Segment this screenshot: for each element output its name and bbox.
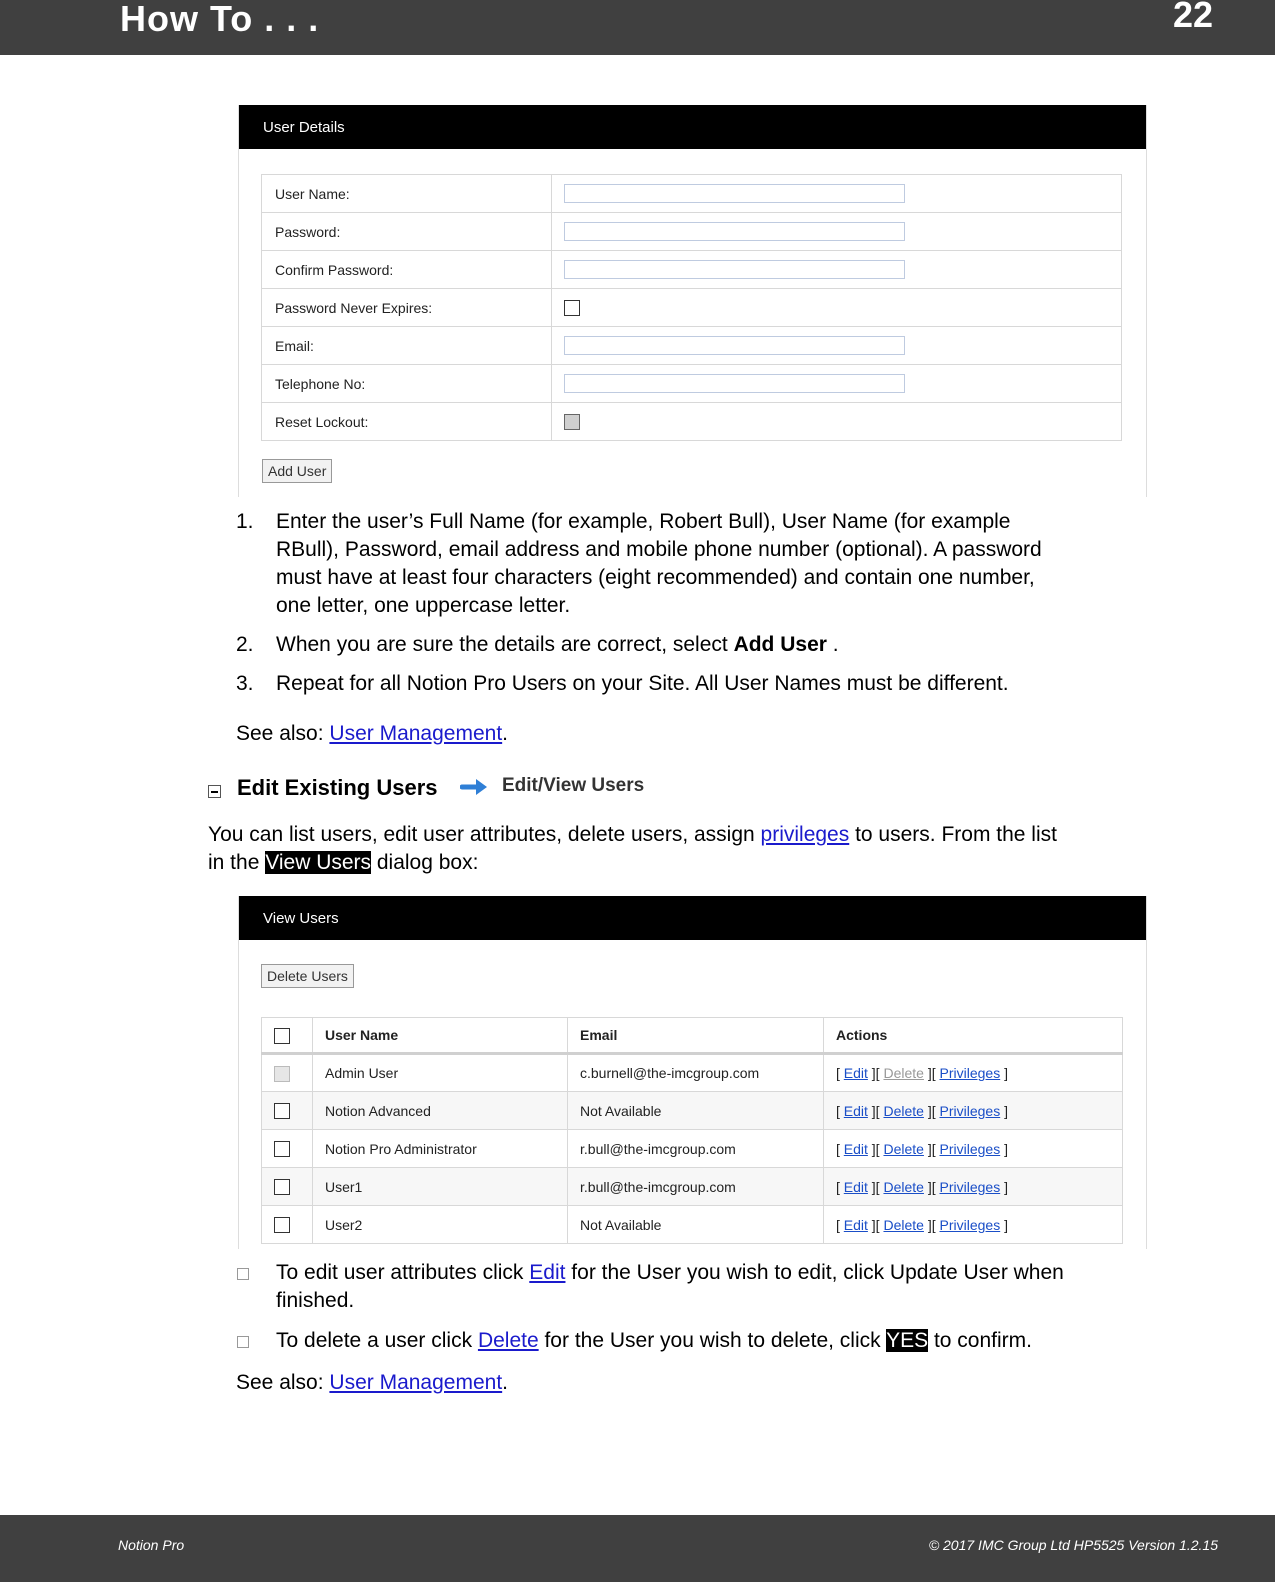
actions-cell: [ Edit ][ Delete ][ Privileges ] (824, 1092, 1123, 1130)
password-never-expires-checkbox[interactable] (564, 300, 580, 316)
row-checkbox[interactable] (274, 1141, 290, 1157)
field-label: Email: (262, 327, 552, 365)
step-text: . (826, 633, 839, 656)
step-text: When you are sure the details are correct, select (276, 633, 734, 656)
edit-doc-link[interactable]: Edit (529, 1261, 566, 1284)
email-cell: r.bull@the-imcgroup.com (568, 1168, 824, 1206)
actions-cell: [ Edit ][ Delete ][ Privileges ] (824, 1130, 1123, 1168)
view-users-highlight: View Users (265, 851, 372, 874)
intro-text: You can list users, edit user attributes, delete users, assign (208, 823, 761, 846)
delete-link[interactable]: Delete (883, 1216, 924, 1233)
bullet-icon (237, 1268, 249, 1280)
delete-link-disabled: Delete (883, 1065, 924, 1081)
email-cell: Not Available (568, 1092, 824, 1130)
table-row (262, 1054, 1123, 1092)
bullet-text: for the User you wish to delete, click (538, 1329, 887, 1352)
user-details-form (261, 174, 1122, 441)
step-line: one letter, one uppercase letter. (276, 594, 571, 617)
user-name-input[interactable] (564, 184, 905, 203)
delete-link[interactable]: Delete (883, 1178, 924, 1195)
table-row (262, 1130, 1123, 1168)
bullet-text: finished. (276, 1289, 355, 1312)
privileges-link[interactable]: Privileges (939, 1178, 1001, 1195)
view-users-dialog (238, 896, 1147, 1249)
privileges-link[interactable]: Privileges (939, 1216, 1001, 1233)
telephone-input[interactable] (564, 374, 905, 393)
edit-link[interactable]: Edit (843, 1102, 868, 1119)
step-number: 2. (236, 633, 254, 656)
user-name-cell: Notion Pro Administrator (313, 1130, 568, 1168)
field-label: User Name: (262, 175, 552, 213)
user-name-cell: User1 (313, 1168, 568, 1206)
column-header: Email (568, 1018, 824, 1054)
dialog-title: View Users (239, 896, 1146, 940)
step-line: Enter the user’s Full Name (for example, Robert Bull), User Name (for example (276, 510, 1011, 533)
edit-link[interactable]: Edit (843, 1140, 868, 1157)
section-title: Edit Existing Users (237, 775, 438, 800)
form-row (262, 175, 1122, 213)
row-checkbox (274, 1066, 290, 1082)
row-checkbox[interactable] (274, 1217, 290, 1233)
see-also-label: See also: (236, 722, 330, 745)
delete-link[interactable]: Delete (883, 1102, 924, 1119)
add-user-button[interactable]: Add User (262, 459, 332, 483)
add-user-term: Add User (733, 633, 827, 656)
field-label: Password: (262, 213, 552, 251)
punctuation: . (502, 1371, 508, 1394)
delete-doc-link[interactable]: Delete (477, 1329, 539, 1352)
privileges-link[interactable]: Privileges (939, 1140, 1001, 1157)
form-row (262, 289, 1122, 327)
reset-lockout-checkbox[interactable] (564, 414, 580, 430)
section-intro (208, 821, 1057, 877)
confirm-password-input[interactable] (564, 260, 905, 279)
actions-cell: [ Edit ][ Delete ][ Privileges ] (824, 1168, 1123, 1206)
step-number: 1. (236, 510, 254, 533)
table-row (262, 1092, 1123, 1130)
see-also (236, 1369, 508, 1397)
bullet-text: to confirm. (928, 1329, 1032, 1352)
arrow-right-icon (460, 776, 490, 798)
row-checkbox[interactable] (274, 1179, 290, 1195)
edit-link[interactable]: Edit (843, 1216, 868, 1233)
form-row (262, 327, 1122, 365)
bullet-text: for the User you wish to edit, click Update User when (565, 1261, 1064, 1284)
privileges-link[interactable]: Privileges (939, 1102, 1001, 1119)
users-table (261, 1017, 1123, 1244)
actions-cell: [ Edit ][ Delete ][ Privileges ] (824, 1054, 1123, 1092)
bullet-delete-text (276, 1327, 1032, 1355)
actions-cell: [ Edit ][ Delete ][ Privileges ] (824, 1206, 1123, 1244)
form-row (262, 365, 1122, 403)
field-label: Password Never Expires: (262, 289, 552, 327)
footer-product: Notion Pro (118, 1537, 185, 1553)
page-footer (0, 1515, 1275, 1582)
page-number: 22 (1172, 0, 1213, 35)
user-management-link[interactable]: User Management (329, 722, 503, 745)
edit-link[interactable]: Edit (843, 1178, 868, 1195)
step-2-text (276, 631, 839, 659)
privileges-link[interactable]: privileges (760, 823, 850, 846)
header-title: How To . . . (120, 0, 320, 39)
email-cell: r.bull@the-imcgroup.com (568, 1130, 824, 1168)
bullet-text: To edit user attributes click (276, 1261, 530, 1284)
form-row (262, 213, 1122, 251)
bullet-text: To delete a user click (276, 1329, 478, 1352)
dialog-title: User Details (239, 105, 1146, 149)
yes-highlight: YES (886, 1329, 929, 1352)
user-name-cell: Admin User (313, 1054, 568, 1092)
table-header (262, 1018, 1123, 1054)
edit-view-users-menu-label: Edit/View Users (502, 775, 645, 796)
form-row (262, 403, 1122, 441)
collapse-icon[interactable] (208, 785, 221, 798)
delete-users-button[interactable]: Delete Users (261, 964, 354, 988)
bullet-edit-text (276, 1259, 1064, 1315)
field-label: Reset Lockout: (262, 403, 552, 441)
user-management-link[interactable]: User Management (329, 1371, 503, 1394)
intro-text: to users. From the list (849, 823, 1057, 846)
step-line: RBull), Password, email address and mobile phone number (optional). A password (276, 538, 1042, 561)
table-row (262, 1206, 1123, 1244)
step-1-text (276, 508, 1042, 620)
page-header (0, 0, 1275, 55)
step-3-text: Repeat for all Notion Pro Users on your Site. All User Names must be different. (276, 672, 1009, 695)
intro-text: dialog box: (371, 851, 479, 874)
column-header: Actions (824, 1018, 1123, 1054)
table-row (262, 1168, 1123, 1206)
edit-link[interactable]: Edit (843, 1065, 868, 1081)
row-checkbox[interactable] (274, 1103, 290, 1119)
form-row (262, 251, 1122, 289)
intro-text: in the (208, 851, 266, 874)
see-also-label: See also: (236, 1371, 330, 1394)
delete-link[interactable]: Delete (883, 1140, 924, 1157)
punctuation: . (502, 722, 508, 745)
email-input[interactable] (564, 336, 905, 355)
see-also (236, 720, 508, 748)
step-number: 3. (236, 672, 254, 695)
field-label: Confirm Password: (262, 251, 552, 289)
email-cell: c.burnell@the-imcgroup.com (568, 1054, 824, 1092)
bullet-icon (237, 1336, 249, 1348)
column-header: User Name (313, 1018, 568, 1054)
step-line: must have at least four characters (eight recommended) and contain one number, (276, 566, 1035, 589)
user-name-cell: User2 (313, 1206, 568, 1244)
field-label: Telephone No: (262, 365, 552, 403)
select-all-checkbox[interactable] (274, 1028, 290, 1044)
password-input[interactable] (564, 222, 905, 241)
email-cell: Not Available (568, 1206, 824, 1244)
user-name-cell: Notion Advanced (313, 1092, 568, 1130)
privileges-link[interactable]: Privileges (939, 1065, 1001, 1081)
footer-copyright: © 2017 IMC Group Ltd HP5525 Version 1.2.15 (928, 1537, 1218, 1553)
user-details-dialog (238, 105, 1147, 497)
